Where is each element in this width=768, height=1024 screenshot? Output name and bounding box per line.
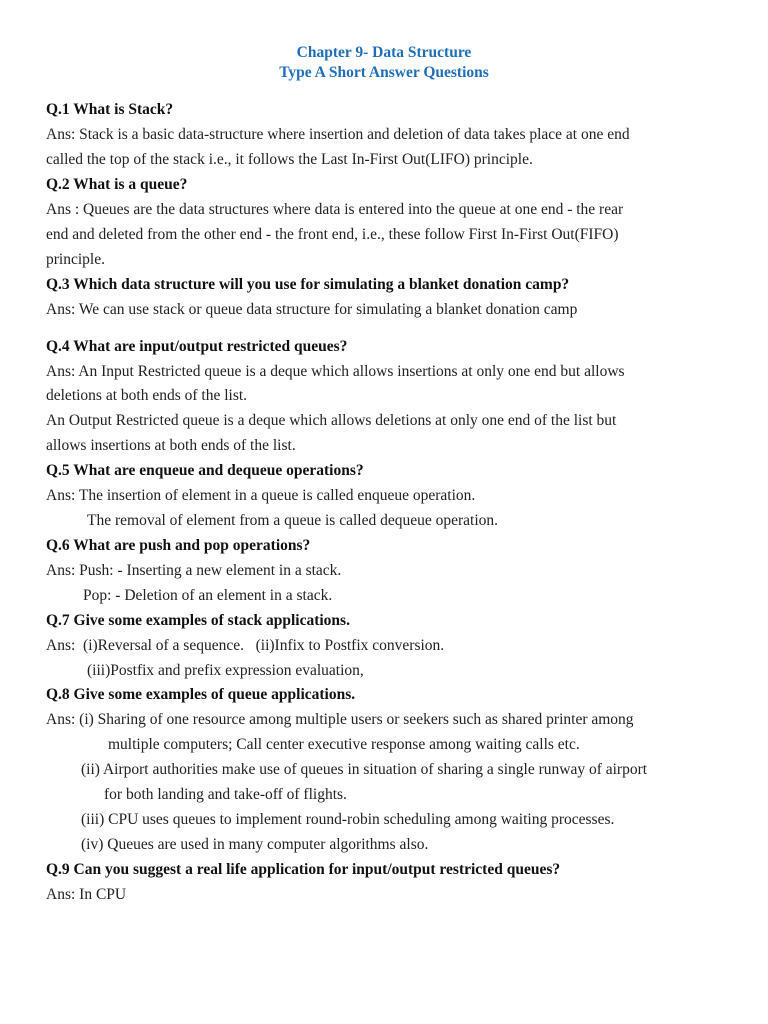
answer-line: Ans: The insertion of element in a queue is called enqueue operation. <box>46 487 476 504</box>
answer-line: multiple computers; Call center executive response among waiting calls etc. <box>108 736 580 753</box>
question-3: Q.3 Which data structure will you use for simulating a blanket donation camp? <box>46 276 570 293</box>
answer-line: The removal of element from a queue is called dequeue operation. <box>87 512 499 529</box>
question-7: Q.7 Give some examples of stack applications. <box>46 612 350 629</box>
answer-line: Ans: We can use stack or queue data structure for simulating a blanket donation camp <box>46 301 578 318</box>
question-5: Q.5 What are enqueue and dequeue operations? <box>46 462 364 479</box>
answer-line: deletions at both ends of the list. <box>46 387 248 404</box>
answer-line: Ans: (i)Reversal of a sequence. (ii)Infix to Postfix conversion. <box>46 637 445 654</box>
answer-line: (ii) Airport authorities make use of queues in situation of sharing a single runway of airport <box>81 761 648 778</box>
answer-line: Pop: - Deletion of an element in a stack. <box>83 587 333 604</box>
answer-line: allows insertions at both ends of the list. <box>46 437 296 454</box>
answer-line: Ans: In CPU <box>46 886 127 903</box>
answer-line: Ans : Queues are the data structures where data is entered into the queue at one end - the rear <box>46 201 624 218</box>
answer-line: Ans: Stack is a basic data-structure where insertion and deletion of data takes place at one end <box>46 126 630 143</box>
answer-line: An Output Restricted queue is a deque which allows deletions at only one end of the list but <box>46 412 617 429</box>
question-8: Q.8 Give some examples of queue applications. <box>46 686 356 703</box>
answer-line: Ans: (i) Sharing of one resource among multiple users or seekers such as shared printer among <box>46 711 634 728</box>
answer-line: (iii) CPU uses queues to implement round-robin scheduling among waiting processes. <box>81 811 615 828</box>
answer-line: Ans: Push: - Inserting a new element in a stack. <box>46 562 342 579</box>
question-9: Q.9 Can you suggest a real life application for input/output restricted queues? <box>46 861 561 878</box>
question-6: Q.6 What are push and pop operations? <box>46 537 311 554</box>
answer-line: principle. <box>46 251 105 268</box>
question-2: Q.2 What is a queue? <box>46 176 188 193</box>
answer-line: for both landing and take-off of flights. <box>104 786 347 803</box>
answer-line: Ans: An Input Restricted queue is a deque which allows insertions at only one end but allows <box>46 363 625 380</box>
answer-line: called the top of the stack i.e., it follows the Last In-First Out(LIFO) principle. <box>46 151 533 168</box>
answer-line: (iii)Postfix and prefix expression evaluation, <box>87 662 364 679</box>
section-subtitle: Type A Short Answer Questions <box>279 64 489 81</box>
chapter-title: Chapter 9- Data Structure <box>296 44 472 61</box>
answer-line: (iv) Queues are used in many computer algorithms also. <box>81 836 429 853</box>
answer-line: end and deleted from the other end - the front end, i.e., these follow First In-First Out(FIFO) <box>46 226 619 243</box>
question-4: Q.4 What are input/output restricted queues? <box>46 338 348 355</box>
question-1: Q.1 What is Stack? <box>46 101 174 118</box>
